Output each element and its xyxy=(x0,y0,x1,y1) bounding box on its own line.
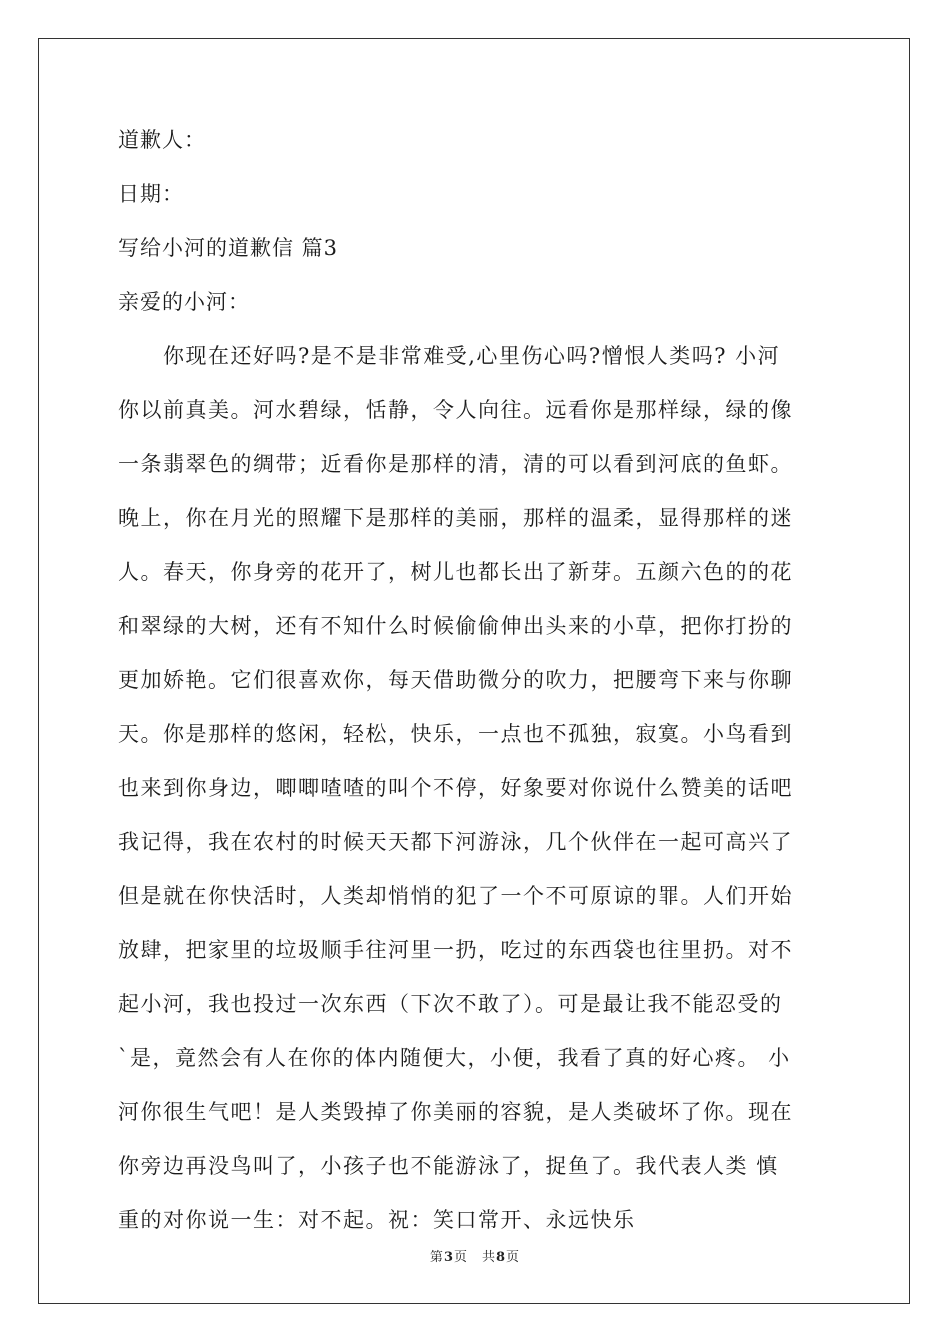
current-page-number: 3 xyxy=(443,1250,454,1265)
body-line: 也来到你身边，唧唧喳喳的叫个不停，好象要对你说什么赞美的话吧 xyxy=(118,776,793,800)
page-prefix: 第 xyxy=(429,1250,444,1265)
page-suffix: 页 xyxy=(506,1250,521,1265)
body-line: 但是就在你快活时，人类却悄悄的犯了一个不可原谅的罪。人们开始 xyxy=(118,884,793,908)
section-title: 写给小河的道歉信 篇3 xyxy=(118,236,339,260)
salutation: 亲爱的小河： xyxy=(118,290,250,314)
body-line: `是，竟然会有人在你的体内随便大，小便，我看了真的好心疼。 小 xyxy=(118,1046,791,1070)
body-line: 更加娇艳。它们很喜欢你，每天借助微分的吹力，把腰弯下来与你聊 xyxy=(118,668,793,692)
body-line: 重的对你说一生：对不起。祝：笑口常开、永远快乐 xyxy=(118,1208,636,1232)
total-page-number: 8 xyxy=(496,1250,507,1265)
document-content xyxy=(118,127,838,1261)
body-line: 人。春天，你身旁的花开了，树儿也都长出了新芽。五颜六色的的花 xyxy=(118,560,793,584)
letter-body xyxy=(118,343,838,1234)
body-line: 河你很生气吧！是人类毁掉了你美丽的容貌，是人类破坏了你。现在 xyxy=(118,1100,793,1124)
body-line: 和翠绿的大树，还有不知什么时候偷偷伸出头来的小草，把你打扮的 xyxy=(118,614,793,638)
body-line: 晚上，你在月光的照耀下是那样的美丽，那样的温柔，显得那样的迷 xyxy=(118,506,793,530)
date-label: 日期： xyxy=(118,182,184,206)
body-line: 一条翡翠色的绸带；近看你是那样的清，清的可以看到河底的鱼虾。 xyxy=(118,452,793,476)
body-line: 你以前真美。河水碧绿，恬静，令人向往。远看你是那样绿，绿的像 xyxy=(118,398,793,422)
page-mid: 页 共 xyxy=(453,1250,496,1265)
body-line: 起小河，我也投过一次东西（下次不敢了）。可是最让我不能忍受的 xyxy=(118,992,783,1016)
apologizer-label: 道歉人： xyxy=(118,128,206,152)
page-footer xyxy=(0,1246,950,1265)
body-line: 天。你是那样的悠闲，轻松，快乐，一点也不孤独，寂寞。小鸟看到 xyxy=(118,722,793,746)
body-line: 你旁边再没鸟叫了，小孩子也不能游泳了，捉鱼了。我代表人类 慎 xyxy=(118,1154,779,1178)
body-line: 我记得，我在农村的时候天天都下河游泳，几个伙伴在一起可高兴了 xyxy=(118,830,793,854)
body-line: 你现在还好吗?是不是非常难受,心里伤心吗?憎恨人类吗? 小河 xyxy=(118,344,781,368)
body-line: 放肆，把家里的垃圾顺手往河里一扔，吃过的东西袋也往里扔。对不 xyxy=(118,938,793,962)
